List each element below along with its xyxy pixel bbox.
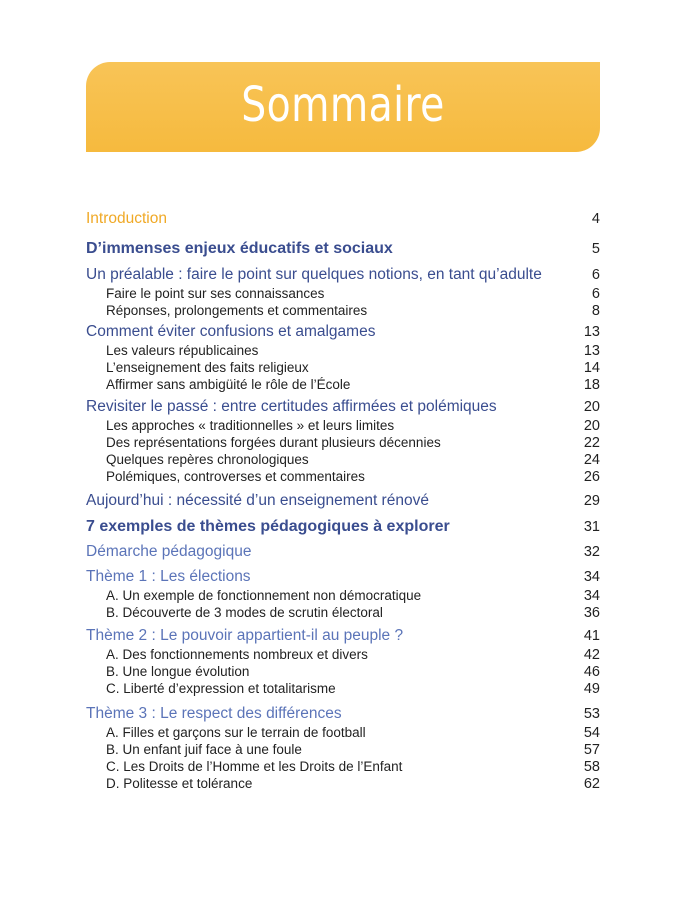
toc-entry-section[interactable] xyxy=(86,266,600,284)
toc-entry-label: D’immenses enjeux éducatifs et sociaux xyxy=(86,240,393,257)
toc-entry-label: Les approches « traditionnelles » et leurs limites xyxy=(106,418,395,433)
toc-entry-label: Thème 2 : Le pouvoir appartient-il au peuple ? xyxy=(86,627,404,644)
title-banner xyxy=(86,62,600,152)
toc-subentry[interactable] xyxy=(86,469,600,485)
toc-entry-label: D. Politesse et tolérance xyxy=(106,776,253,791)
toc-entry-page: 22 xyxy=(583,435,600,451)
toc-entry-section[interactable] xyxy=(86,323,600,341)
toc-entry-page: 42 xyxy=(583,647,600,663)
toc-subentry[interactable] xyxy=(86,605,600,621)
toc-subentry[interactable] xyxy=(86,303,600,319)
toc-entry-label: Faire le point sur ses connaissances xyxy=(106,286,325,301)
toc-entry-label: B. Un enfant juif face à une foule xyxy=(106,742,302,757)
toc-subentry[interactable] xyxy=(86,742,600,758)
toc-entry-page: 26 xyxy=(583,469,600,485)
toc-entry-page: 53 xyxy=(583,706,600,722)
toc-entry-page: 62 xyxy=(583,776,600,792)
toc-entry-page: 49 xyxy=(583,681,600,697)
toc-entry-introduction[interactable] xyxy=(86,210,600,228)
toc-entry-theme[interactable] xyxy=(86,705,600,723)
toc-entry-page: 5 xyxy=(591,241,600,257)
toc-entry-page: 20 xyxy=(583,418,600,434)
toc-subentry[interactable] xyxy=(86,418,600,434)
toc-entry-label: Des représentations forgées durant plusieurs décennies xyxy=(106,435,441,450)
toc-subentry[interactable] xyxy=(86,681,600,697)
toc-entry-demarche[interactable] xyxy=(86,543,600,561)
toc-entry-page: 41 xyxy=(583,628,600,644)
toc-entry-label: Un préalable : faire le point sur quelques notions, en tant qu’adulte xyxy=(86,266,542,283)
toc-entry-label: A. Des fonctionnements nombreux et divers xyxy=(106,647,368,662)
toc-entry-label: Les valeurs républicaines xyxy=(106,343,259,358)
toc-entry-label: A. Un exemple de fonctionnement non démocratique xyxy=(106,588,422,603)
toc-entry-page: 4 xyxy=(591,211,600,227)
toc-entry-label: Réponses, prolongements et commentaires xyxy=(106,303,368,318)
toc-subentry[interactable] xyxy=(86,647,600,663)
toc-entry-page: 8 xyxy=(591,303,600,319)
toc-entry-theme[interactable] xyxy=(86,568,600,586)
toc-entry-label: Thème 3 : Le respect des différences xyxy=(86,705,342,722)
toc-subentry[interactable] xyxy=(86,588,600,604)
toc-subentry[interactable] xyxy=(86,725,600,741)
toc-entry-section[interactable] xyxy=(86,398,600,416)
page-title: Sommaire xyxy=(241,77,445,133)
toc-entry-page: 24 xyxy=(583,452,600,468)
toc-subentry[interactable] xyxy=(86,286,600,302)
toc-entry-page: 34 xyxy=(583,569,600,585)
toc-entry-page: 6 xyxy=(591,286,600,302)
toc-subentry[interactable] xyxy=(86,435,600,451)
toc-entry-part1[interactable] xyxy=(86,240,600,258)
toc-entry-page: 31 xyxy=(583,519,600,535)
toc-entry-page: 58 xyxy=(583,759,600,775)
toc-subentry[interactable] xyxy=(86,343,600,359)
toc-subentry[interactable] xyxy=(86,452,600,468)
toc-entry-page: 6 xyxy=(591,267,600,283)
toc-entry-page: 13 xyxy=(583,343,600,359)
toc-entry-page: 36 xyxy=(583,605,600,621)
toc-entry-label: Affirmer sans ambigüité le rôle de l’École xyxy=(106,377,351,392)
toc-entry-page: 18 xyxy=(583,377,600,393)
toc-entry-label: L’enseignement des faits religieux xyxy=(106,360,309,375)
toc-entry-label: Comment éviter confusions et amalgames xyxy=(86,323,376,340)
toc-subentry[interactable] xyxy=(86,360,600,376)
toc-entry-label: 7 exemples de thèmes pédagogiques à explorer xyxy=(86,518,450,535)
toc-entry-page: 29 xyxy=(583,493,600,509)
toc-entry-theme[interactable] xyxy=(86,627,600,645)
toc-entry-label: B. Une longue évolution xyxy=(106,664,250,679)
toc-entry-page: 34 xyxy=(583,588,600,604)
toc-entry-label: C. Liberté d’expression et totalitarisme xyxy=(106,681,336,696)
toc-entry-label: B. Découverte de 3 modes de scrutin électoral xyxy=(106,605,383,620)
toc-entry-page: 13 xyxy=(583,324,600,340)
toc-entry-page: 54 xyxy=(583,725,600,741)
toc-entry-label: C. Les Droits de l’Homme et les Droits de l’Enfant xyxy=(106,759,403,774)
toc-entry-label: Polémiques, controverses et commentaires xyxy=(106,469,365,484)
toc-entry-label: Revisiter le passé : entre certitudes affirmées et polémiques xyxy=(86,398,497,415)
toc-subentry[interactable] xyxy=(86,664,600,680)
toc-entry-label: Aujourd’hui : nécessité d’un enseignement rénové xyxy=(86,492,429,509)
toc-entry-page: 57 xyxy=(583,742,600,758)
toc-entry-page: 20 xyxy=(583,399,600,415)
toc-entry-label: Thème 1 : Les élections xyxy=(86,568,251,585)
toc-entry-label: A. Filles et garçons sur le terrain de football xyxy=(106,725,366,740)
toc-entry-page: 14 xyxy=(583,360,600,376)
toc-subentry[interactable] xyxy=(86,377,600,393)
toc-entry-section[interactable] xyxy=(86,492,600,510)
toc-entry-part2[interactable] xyxy=(86,518,600,536)
toc-subentry[interactable] xyxy=(86,759,600,775)
toc-subentry[interactable] xyxy=(86,776,600,792)
toc-entry-label: Introduction xyxy=(86,210,167,227)
toc-entry-label: Démarche pédagogique xyxy=(86,543,252,560)
toc-entry-label: Quelques repères chronologiques xyxy=(106,452,309,467)
toc-entry-page: 46 xyxy=(583,664,600,680)
toc-entry-page: 32 xyxy=(583,544,600,560)
